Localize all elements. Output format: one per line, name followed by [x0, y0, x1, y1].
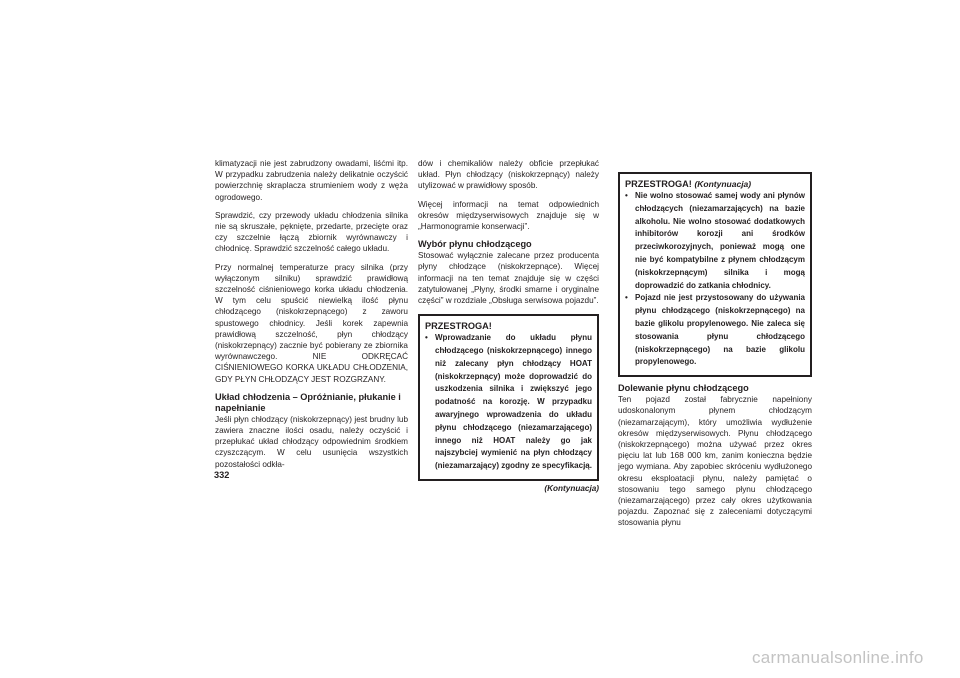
paragraph: dów i chemikaliów należy obficie przepłukać układ. Płyn chłodzący (niskokrzepnący) należy utylizować w prawidłowy sposób.: [418, 159, 599, 191]
paragraph: Stosować wyłącznie zalecane przez producenta płyny chłodzące (niskokrzepnące). Więcej informacji na ten temat znajduje się w części zatytułowanej „Płyny, środki smarne i oryginalne części” w rozdziale „Obsługa serwisowa pojazdu”.: [418, 251, 599, 306]
section-heading: Układ chłodzenia – Opróżnianie, płukanie i napełnianie: [215, 391, 401, 413]
caution-item: • Pojazd nie jest przystosowany do używania płynu chłodzącego (niskokrzepnącego) na bazie glikolu propylenowego. Nie zaleca się stosowania płynu chłodzącego (niskokrzepnącego) na bazie glikolu propylenowego.: [625, 292, 805, 369]
caution-title-row: [625, 178, 805, 190]
caution-continued: (Kontynuacja): [694, 179, 752, 189]
caution-title: PRZESTROGA!: [625, 179, 692, 189]
caution-item: • Wprowadzanie do układu płynu chłodzącego (niskokrzepnącego) innego niż zalecany płyn chłodzący HOAT (niskokrzepnący) może doprowadzić do uszkodzenia silnika i zwiększyć jego podatność na korozję. W przypadku awaryjnego wprowadzenia do układu płynu chłodzącego (niezamarzającego) innego niż HOAT należy go jak najszybciej wymienić na płyn chłodzący (niezamarzający) zgodny ze specyfikacją.: [425, 332, 592, 473]
column-left: [215, 158, 408, 477]
paragraph: Więcej informacji na temat odpowiednich okresów międzyserwisowych znajduje się w „Harmonogramie konserwacji”.: [418, 199, 599, 232]
section-heading: Dolewanie płynu chłodzącego: [618, 383, 749, 394]
caution-list: [625, 190, 805, 369]
continued-note: (Kontynuacja): [544, 484, 599, 493]
paragraph: Przy normalnej temperaturze pracy silnika (przy wyłączonym silniku) sprawdzić prawidłową szczelność ciśnieniowego korka układu chłodzenia. W tym celu spuścić niewielką ilość płynu chłodzącego (niskokrzepnącego) z zaworu spustowego chłodnicy. Jeśli korek zapewnia prawidłową szczelność, płyn chłodzący (niskokrzepnący) zacznie być pobierany ze zbiornika wyrównawczego. NIE ODKRĘCAĆ CIŚNIENIOWEGO KORKA UKŁADU CHŁODZENIA, GDY PŁYN CHŁODZĄCY JEST ROZGRZANY.: [215, 262, 408, 384]
paragraph: Jeśli płyn chłodzący (niskokrzepnący) jest brudny lub zawiera znaczne ilości osadu, należy oczyścić i przepłukać układ chłodzący odpowiednim środkiem czyszczącym. W celu usunięcia wszystkich pozostałości odkła-: [215, 414, 408, 469]
paragraph: Sprawdzić, czy przewody układu chłodzenia silnika nie są skruszałe, pęknięte, przedarte, przecięte oraz czy szczelnie łączą zbiornik wyrównawczy i chłodnicę. Sprawdzić szczelność całego układu.: [215, 210, 408, 254]
caution-list: [425, 332, 592, 473]
section-heading: Wybór płynu chłodzącego: [418, 239, 532, 250]
watermark: carmanualsonline.info: [752, 648, 924, 667]
caution-box: [618, 172, 812, 377]
caution-title: PRZESTROGA!: [425, 321, 492, 332]
column-right: [618, 158, 812, 536]
caution-item: • Nie wolno stosować samej wody ani płynów chłodzących (niezamarzających) na bazie alkoholu. Nie wolno stosować dodatkowych inhibitorów korozji ani środków przeciwkorozyjnych, ponieważ mogą one nie być kompatybilne z płynem chłodzącym (niskokrzepnącym) silnika i mogą doprowadzić do zatkania chłodnicy.: [625, 190, 805, 292]
column-middle: [418, 158, 599, 494]
paragraph: klimatyzacji nie jest zabrudzony owadami, liśćmi itp. W przypadku zabrudzenia należy delikatnie oczyścić powierzchnię skraplacza strumieniem wody z węża ogrodowego.: [215, 159, 408, 202]
paragraph: Ten pojazd został fabrycznie napełniony udoskonalonym płynem chłodzącym (niezamarzającym), który umożliwia wydłużenie okresów międzyserwisowych. Płynu chłodzącego (niskokrzepnącego) można używać przez okres pięciu lat lub 168 000 km, zanim konieczna będzie jego wymiana. Aby zapobiec skróceniu wydłużonego okresu eksploatacji płynu, należy pamiętać o stosowaniu tego samego płynu chłodzącego (niezamarzającego) przez cały okres użytkowania pojazdu. Zapoznać się z zaleceniami dotyczącymi stosowania płynu: [618, 395, 812, 528]
page-number: 332: [214, 470, 230, 480]
caution-box: [418, 314, 599, 481]
